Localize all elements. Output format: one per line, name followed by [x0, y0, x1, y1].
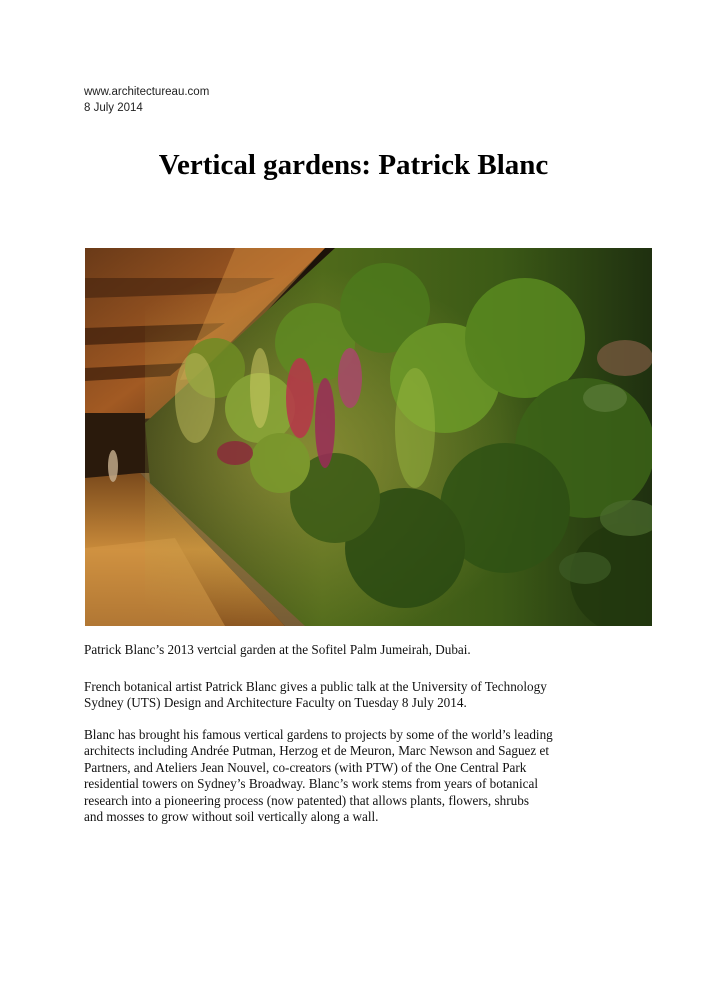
article-header: [84, 85, 209, 116]
paragraph-line: residential towers on Sydney’s Broadway. Blanc’s work stems from years of botanical: [84, 776, 539, 792]
paragraph-line: research into a pioneering process (now patented) that allows plants, flowers, shrubs: [84, 792, 529, 808]
publish-date: 8 July 2014: [84, 101, 143, 114]
paragraph-line: Blanc has brought his famous vertical gardens to projects by some of the world’s leading: [84, 727, 553, 742]
paragraph-line: and mosses to grow without soil vertically along a wall.: [84, 809, 379, 825]
paragraph-blanc-work: [84, 727, 644, 825]
paragraph-line: French botanical artist Patrick Blanc gives a public talk at the University of Technology: [84, 679, 547, 694]
paragraph-line: Partners, and Ateliers Jean Nouvel, co-creators (with PTW) of the One Central Park: [84, 759, 527, 775]
photo-caption: Patrick Blanc’s 2013 vertcial garden at the Sofitel Palm Jumeirah, Dubai.: [84, 642, 471, 657]
vertical-garden-photo: [85, 248, 652, 626]
page-title: Vertical gardens: Patrick Blanc: [158, 149, 549, 181]
source-url: www.architectureau.com: [84, 86, 210, 98]
paragraph-line: Sydney (UTS) Design and Architecture Faculty on Tuesday 8 July 2014.: [84, 695, 467, 711]
paragraph-talk-announcement: [84, 679, 644, 712]
paragraph-line: architects including Andrée Putman, Herzog et de Meuron, Marc Newson and Saguez et: [84, 743, 550, 759]
